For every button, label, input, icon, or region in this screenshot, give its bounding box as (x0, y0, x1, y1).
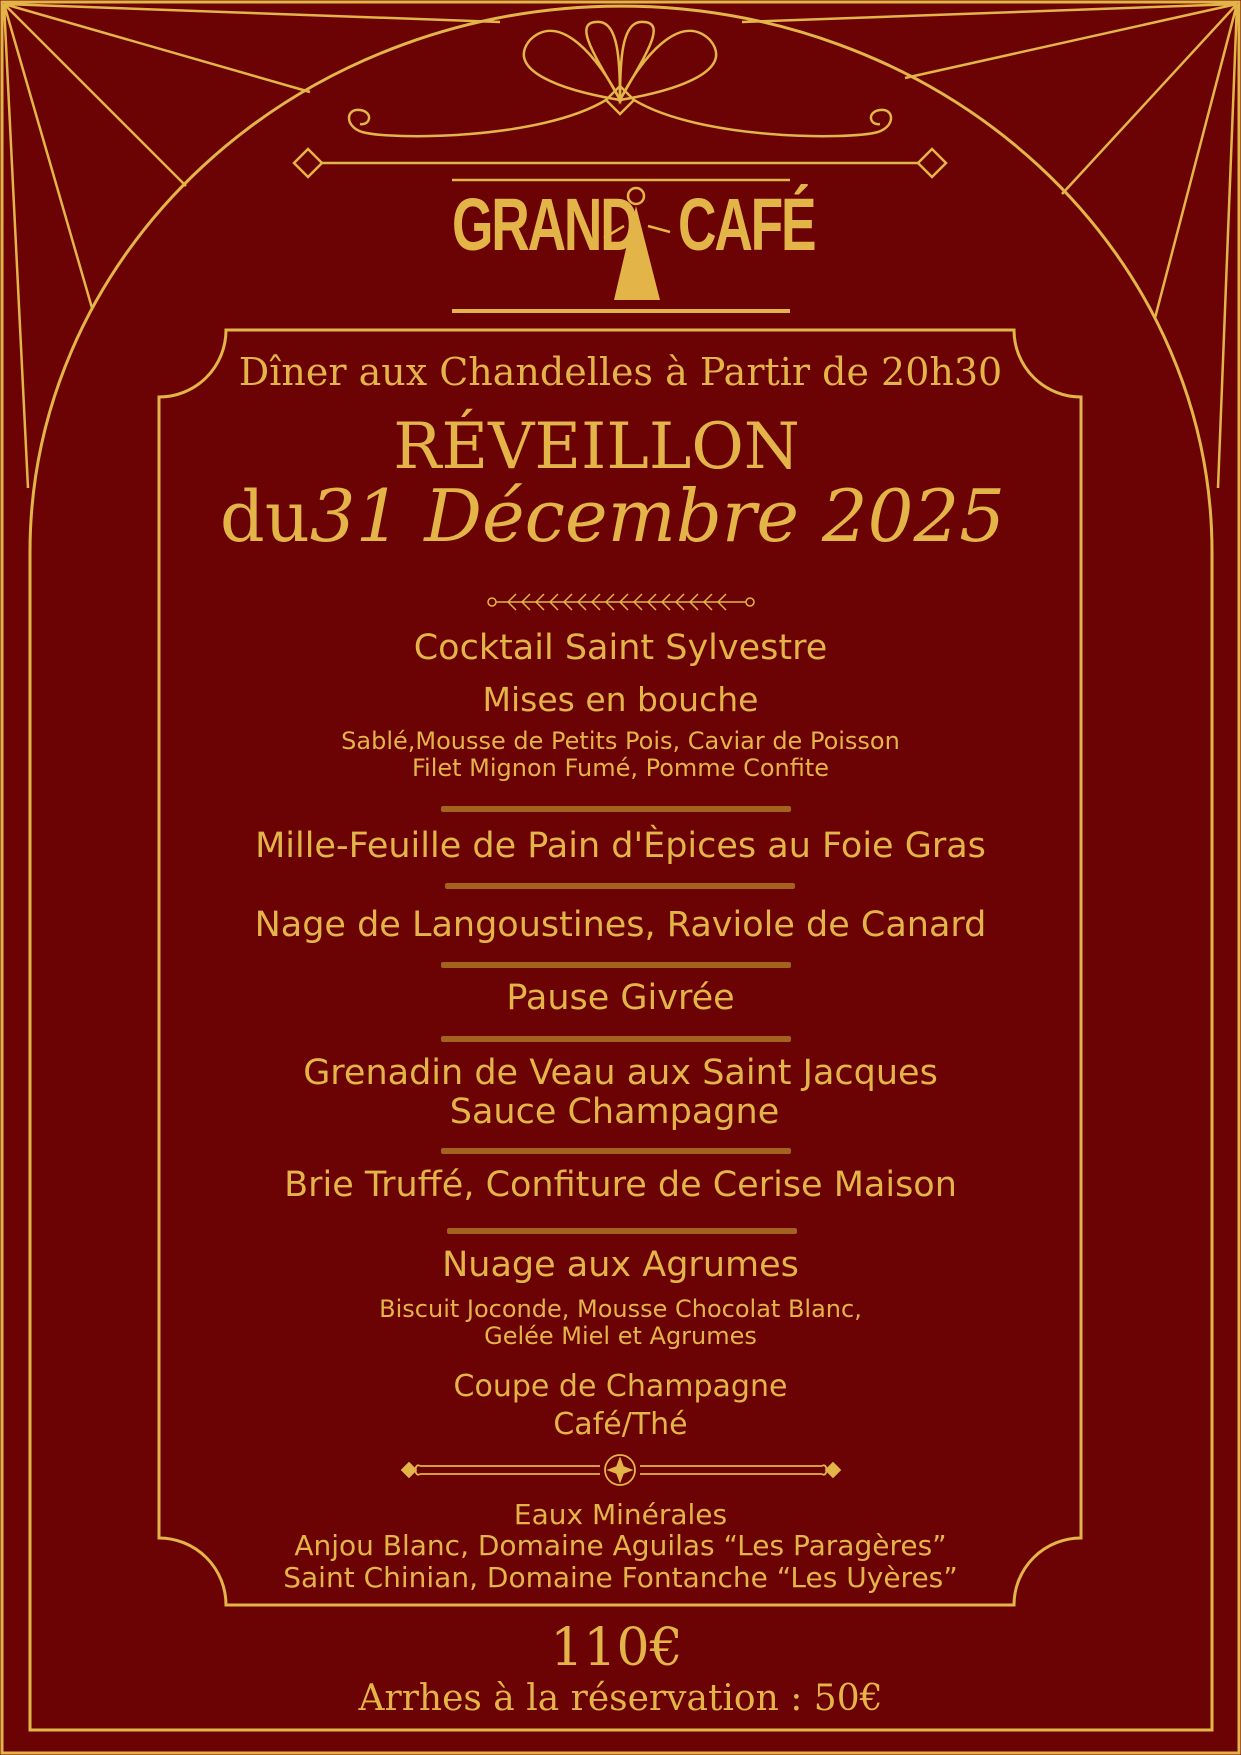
menu-cocktail: Cocktail Saint Sylvestre (413, 628, 828, 668)
logo-grand: GRAND (452, 183, 637, 266)
section-divider (441, 962, 791, 968)
menu-drink-2: Café/Thé (553, 1407, 688, 1442)
section-divider (441, 1148, 791, 1154)
date-line (0, 474, 1233, 558)
section-divider (447, 1228, 797, 1234)
bow-ornament (294, 22, 946, 177)
date-script: 31 Décembre 2025 (309, 474, 1006, 558)
menu-amuse-line-2: Filet Mignon Fumé, Pomme Confite (411, 754, 830, 782)
menu-dessert-title: Nuage aux Agrumes (442, 1245, 799, 1285)
menu-fish: Nage de Langoustines, Raviole de Canard (254, 905, 987, 945)
menu-drink-1: Coupe de Champagne (453, 1369, 788, 1404)
price-amount: 110€ (550, 1618, 683, 1678)
menu-amuse-title: Mises en bouche (482, 680, 759, 719)
menu-dessert-line-1: Biscuit Joconde, Mousse Chocolat Blanc, (379, 1295, 862, 1323)
menu-dessert-line-2: Gelée Miel et Agrumes (484, 1322, 757, 1350)
date-prefix: du (219, 476, 310, 558)
menu-sorbet: Pause Givrée (506, 978, 735, 1018)
menu-cheese: Brie Truffé, Confiture de Cerise Maison (284, 1165, 957, 1205)
logo-cafe: CAFÉ (678, 183, 815, 266)
arrow-divider (488, 594, 754, 610)
wine-line-1: Eaux Minérales (513, 1498, 728, 1531)
wine-line-2: Anjou Blanc, Domaine Aguilas “Les Paragères” (294, 1529, 947, 1562)
menu-starter: Mille-Feuille de Pain d'Èpices au Foie Gras (255, 826, 986, 866)
reveillon-title: RÉVEILLON (393, 410, 800, 484)
dinner-subtitle: Dîner aux Chandelles à Partir de 20h30 (238, 350, 1003, 394)
section-divider (445, 883, 795, 889)
menu-amuse-line-1: Sablé,Mousse de Petits Pois, Caviar de Poisson (341, 727, 900, 755)
menu-main-line-2: Sauce Champagne (449, 1092, 780, 1132)
wine-line-3: Saint Chinian, Domaine Fontanche “Les Uyères” (283, 1561, 958, 1594)
menu-main-line-1: Grenadin de Veau aux Saint Jacques (303, 1053, 938, 1093)
section-divider (441, 806, 791, 812)
price-deposit: Arrhes à la réservation : 50€ (358, 1678, 883, 1719)
star-divider (402, 1455, 840, 1485)
section-divider (441, 1036, 791, 1042)
